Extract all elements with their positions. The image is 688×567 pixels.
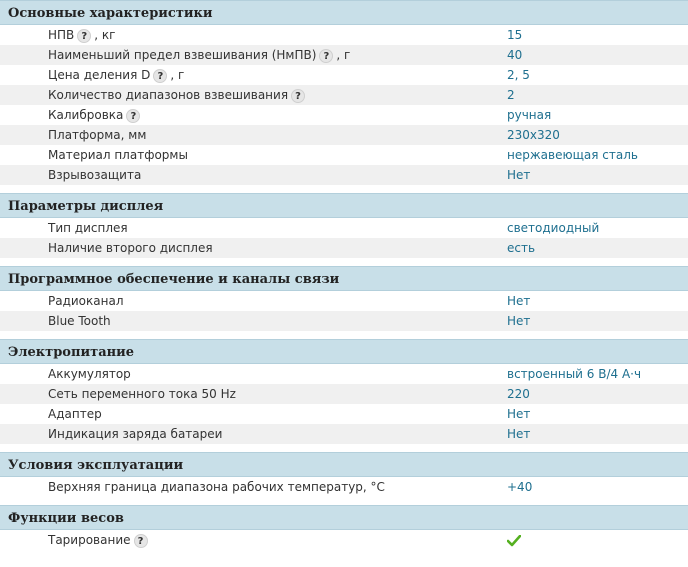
row-label xyxy=(0,165,507,185)
row-label xyxy=(0,218,507,238)
table-row xyxy=(0,364,688,384)
check-icon xyxy=(507,535,521,547)
label-text: Взрывозащита xyxy=(48,168,142,182)
row-value: ручная xyxy=(507,108,552,122)
label-text: Количество диапазонов взвешивания xyxy=(48,88,289,102)
section-gap xyxy=(0,331,688,339)
label-text: Blue Tooth xyxy=(48,314,111,328)
row-label xyxy=(0,238,507,258)
row-label xyxy=(0,85,507,105)
row-value: +40 xyxy=(507,480,533,494)
section-header-display: Параметры дисплея xyxy=(0,193,688,218)
row-value: Нет xyxy=(507,314,531,328)
label-text: Верхняя граница диапазона рабочих температур, °С xyxy=(48,480,385,494)
label-text: Наименьший предел взвешивания (НмПВ) xyxy=(48,48,317,62)
unit-text: , г xyxy=(336,48,351,62)
section-header-operation: Условия эксплуатации xyxy=(0,452,688,477)
row-value: Нет xyxy=(507,168,531,182)
row-label xyxy=(0,424,507,444)
unit-text: , г xyxy=(170,68,185,82)
row-label xyxy=(0,125,507,145)
label-text: Калибровка xyxy=(48,108,124,122)
label-text: Тип дисплея xyxy=(48,221,128,235)
label-text: Индикация заряда батареи xyxy=(48,427,223,441)
row-value: Нет xyxy=(507,407,531,421)
table-row xyxy=(0,85,688,105)
unit-text: , кг xyxy=(94,28,116,42)
row-label xyxy=(0,65,507,85)
row-value: нержавеющая сталь xyxy=(507,148,638,162)
table-row xyxy=(0,65,688,85)
help-icon[interactable]: ? xyxy=(77,29,91,43)
row-label xyxy=(0,25,507,45)
row-label xyxy=(0,364,507,384)
row-label xyxy=(0,477,507,497)
row-value: есть xyxy=(507,241,536,255)
section-header-power: Электропитание xyxy=(0,339,688,364)
section-gap xyxy=(0,185,688,193)
row-label xyxy=(0,45,507,65)
label-text: Платформа, мм xyxy=(48,128,147,142)
row-label xyxy=(0,404,507,424)
label-text: Аккумулятор xyxy=(48,367,131,381)
table-row xyxy=(0,404,688,424)
help-icon[interactable]: ? xyxy=(291,89,305,103)
table-row xyxy=(0,105,688,125)
row-value: 220 xyxy=(507,387,530,401)
row-value: светодиодный xyxy=(507,221,600,235)
row-value: Нет xyxy=(507,294,531,308)
label-text: Тарирование xyxy=(48,533,131,547)
row-value xyxy=(507,530,688,550)
row-label xyxy=(0,530,507,550)
table-row xyxy=(0,45,688,65)
row-value: встроенный 6 В/4 А·ч xyxy=(507,367,642,381)
section-header-software: Программное обеспечение и каналы связи xyxy=(0,266,688,291)
section-gap xyxy=(0,444,688,452)
row-value: Нет xyxy=(507,427,531,441)
table-row xyxy=(0,530,688,550)
row-label xyxy=(0,105,507,125)
table-row xyxy=(0,125,688,145)
section-header-functions: Функции весов xyxy=(0,505,688,530)
row-value: 2, 5 xyxy=(507,68,530,82)
row-value: 15 xyxy=(507,28,523,42)
table-row xyxy=(0,238,688,258)
label-text: Сеть переменного тока 50 Hz xyxy=(48,387,236,401)
table-row xyxy=(0,218,688,238)
table-row xyxy=(0,291,688,311)
row-label xyxy=(0,291,507,311)
help-icon[interactable]: ? xyxy=(153,69,167,83)
row-value: 2 xyxy=(507,88,515,102)
table-row xyxy=(0,384,688,404)
section-gap xyxy=(0,497,688,505)
section-header-main: Основные характеристики xyxy=(0,0,688,25)
label-text: Цена деления D xyxy=(48,68,151,82)
help-icon[interactable]: ? xyxy=(319,49,333,63)
row-value: 230x320 xyxy=(507,128,560,142)
table-row xyxy=(0,477,688,497)
help-icon[interactable]: ? xyxy=(126,109,140,123)
label-text: Радиоканал xyxy=(48,294,124,308)
label-text: НПВ xyxy=(48,28,75,42)
label-text: Материал платформы xyxy=(48,148,188,162)
row-label xyxy=(0,384,507,404)
table-row xyxy=(0,145,688,165)
row-label xyxy=(0,145,507,165)
label-text: Наличие второго дисплея xyxy=(48,241,213,255)
label-text: Адаптер xyxy=(48,407,102,421)
table-row xyxy=(0,311,688,331)
table-row xyxy=(0,165,688,185)
table-row xyxy=(0,25,688,45)
row-value: 40 xyxy=(507,48,523,62)
section-gap xyxy=(0,258,688,266)
table-row xyxy=(0,424,688,444)
help-icon[interactable]: ? xyxy=(134,534,148,548)
row-label xyxy=(0,311,507,331)
